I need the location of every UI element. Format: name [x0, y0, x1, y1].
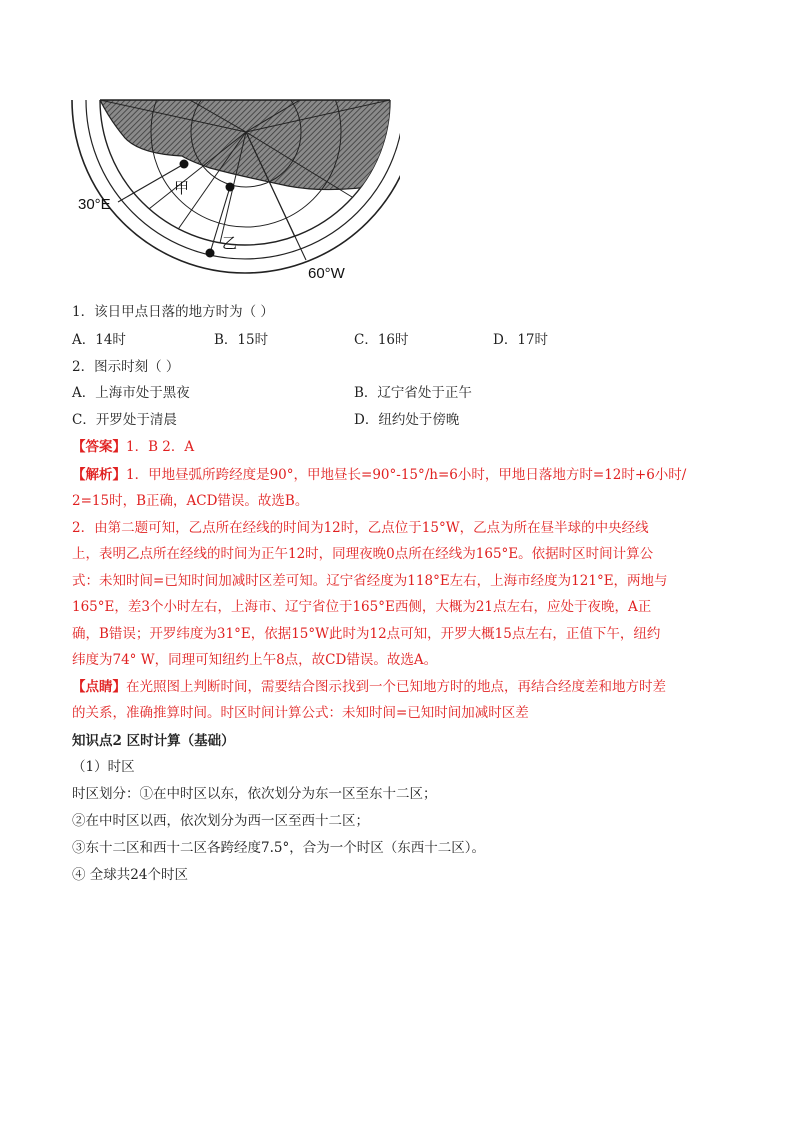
section-item-4: ④ 全球共24个时区 — [72, 867, 188, 883]
analysis-line-4: 上，表明乙点所在经线的时间为正午12时，同理夜晚0点所在经线为165°E。依据时区时间计算公 — [72, 546, 654, 562]
analysis-line-2: 2=15时，B正确，ACD错误。故选B。 — [72, 493, 309, 509]
analysis-line-1 — [72, 465, 686, 485]
question-1-stem: 1．该日甲点日落的地方时为（ ） — [72, 304, 274, 320]
point-mid — [226, 183, 235, 192]
answer-text: 1．B 2．A — [126, 439, 195, 455]
label-30e: 30°E — [78, 196, 111, 213]
polar-illumination-diagram — [70, 98, 400, 284]
label-jia: 甲 — [174, 179, 190, 197]
q2-option-a: A．上海市处于黑夜 — [72, 385, 190, 401]
q2-option-d: D．纽约处于傍晚 — [354, 412, 460, 428]
section-item-3: ③东十二区和西十二区各跨经度7.5°，合为一个时区（东西十二区）。 — [72, 840, 485, 856]
point-yi — [206, 249, 215, 258]
tip-text-1: 在光照图上判断时间，需要结合图示找到一个已知地方时的地点，再结合经度差和地方时差 — [126, 679, 666, 695]
tip-tag: 【点睛】 — [72, 679, 126, 695]
q1-option-b: B．15时 — [214, 332, 269, 348]
q1-option-a: A．14时 — [72, 332, 126, 348]
label-yi: 乙 — [222, 234, 238, 252]
analysis-text-1: 1．甲地昼弧所跨经度是90°，甲地昼长=90°-15°/h=6小时，甲地日落地方时=12时+6小时/ — [126, 467, 687, 483]
question-2-options-row2 — [72, 410, 732, 430]
question-2-stem: 2．图示时刻（ ） — [72, 359, 180, 375]
tip-line-2: 的关系，准确推算时间。时区时间计算公式：未知时间=已知时间加减时区差 — [72, 705, 529, 721]
analysis-line-6: 165°E，差3个小时左右，上海市、辽宁省位于165°E西侧，大概为21点左右，应处于夜晚，A正 — [72, 599, 652, 615]
analysis-line-5: 式：未知时间=已知时间加减时区差可知。辽宁省经度为118°E左右，上海市经度为121°E，两地与 — [72, 573, 668, 589]
q1-option-c: C．16时 — [354, 332, 409, 348]
section-item-2: ②在中时区以西，依次划分为西一区至西十二区； — [72, 813, 369, 829]
question-2-options-row1 — [72, 383, 732, 403]
analysis-line-3: 2．由第二题可知，乙点所在经线的时间为12时，乙点位于15°W，乙点为所在昼半球的中央经线 — [72, 520, 649, 536]
question-1-options — [72, 330, 732, 350]
night-area — [100, 100, 390, 190]
section-subheading: （1）时区 — [72, 759, 135, 775]
analysis-line-8: 纬度为74° W，同理可知纽约上午8点，故CD错误。故选A。 — [72, 652, 438, 668]
q2-option-c: C．开罗处于清晨 — [72, 412, 177, 428]
label-60w: 60°W — [308, 265, 345, 282]
q2-option-b: B．辽宁省处于正午 — [354, 385, 472, 401]
section-item-1: 时区划分：①在中时区以东，依次划分为东一区至东十二区； — [72, 786, 437, 802]
answer-tag: 【答案】 — [72, 439, 126, 455]
tip-line-1 — [72, 677, 666, 697]
diagram-svg — [70, 98, 400, 284]
q1-option-d: D．17时 — [493, 332, 549, 348]
analysis-tag: 【解析】 — [72, 467, 126, 483]
section-heading: 知识点2 区时计算（基础） — [72, 733, 235, 749]
point-jia — [180, 160, 189, 169]
answer-line — [72, 437, 194, 457]
analysis-line-7: 确，B错误；开罗纬度为31°E，依据15°W此时为12点可知，开罗大概15点左右，正值下午，纽约 — [72, 626, 661, 642]
